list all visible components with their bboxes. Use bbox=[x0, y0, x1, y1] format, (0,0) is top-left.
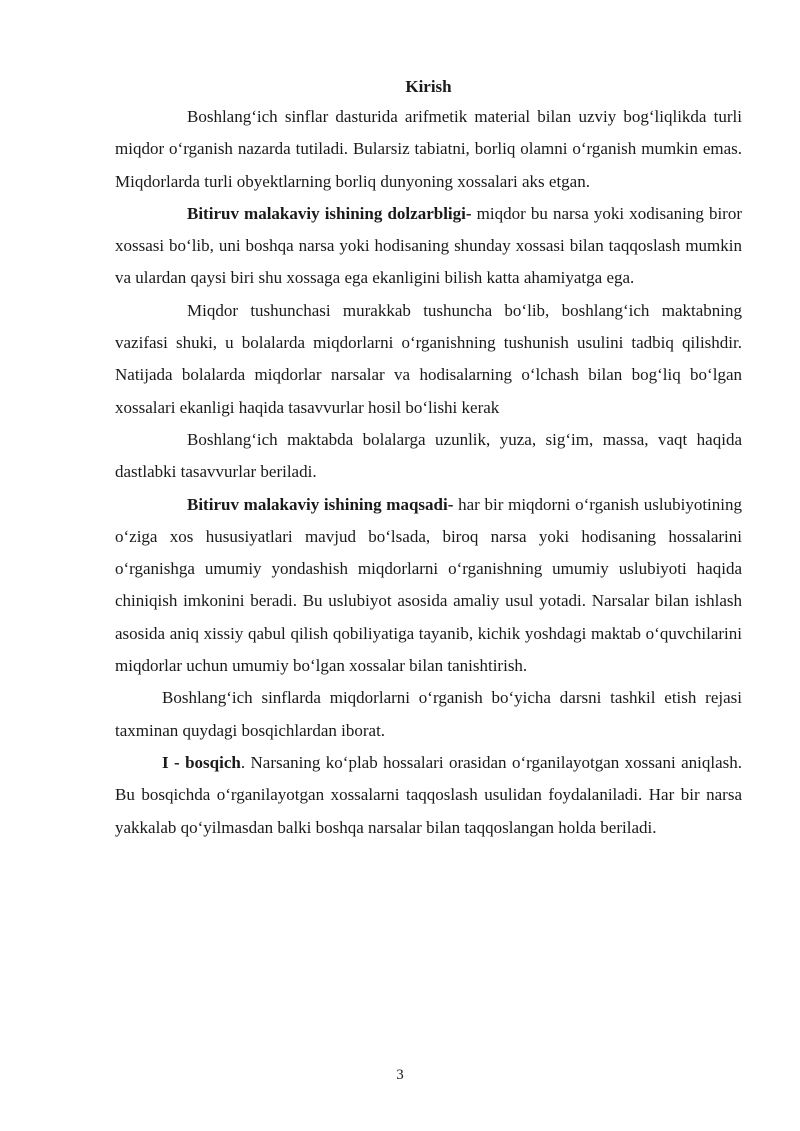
paragraph-plan bbox=[115, 682, 742, 747]
paragraph-intro bbox=[115, 101, 742, 198]
paragraph-stage-one bbox=[115, 747, 742, 844]
page-number: 3 bbox=[396, 1067, 404, 1083]
paragraph-lead: Bitiruv malakaviy ishining maqsadi- bbox=[187, 494, 454, 514]
paragraph-relevance bbox=[115, 198, 742, 295]
paragraph-goal bbox=[115, 489, 742, 683]
paragraph-concept bbox=[115, 295, 742, 424]
paragraph-text: Miqdor tushunchasi murakkab tushuncha bo‘lib, boshlang‘ich maktabning vazifasi shuki, u bolalarda miqdorlarni o‘rganishning tushunish usulini tadbiq qilishdir. Natijada bolalarda miqdorlar narsalar va hodisalarning o‘lchash bilan bog‘liq bo‘lgan xossalari ekanligi haqida tasavvurlar hosil bo‘lishi kerak bbox=[115, 300, 742, 417]
paragraph-text: Boshlang‘ich maktabda bolalarga uzunlik, yuza, sig‘im, massa, vaqt haqida dastlabki tasavvurlar beriladi. bbox=[115, 429, 742, 482]
paragraph-lead: Bitiruv malakaviy ishining dolzarbligi- bbox=[187, 203, 472, 223]
paragraph-text: Boshlang‘ich sinflar dasturida arifmetik material bilan uzviy bog‘liqlikda turli miqdor o‘rganish nazarda tutiladi. Bularsiz tabiatni, borliq olamni o‘rganish mumkin emas. Miqdorlarda turli obyektlarning borliq dunyoning xossalari aks etgan. bbox=[115, 107, 742, 191]
page-title: Kirish bbox=[405, 77, 452, 96]
paragraph-lead: I - bosqich bbox=[162, 752, 241, 772]
paragraph-text: miqdor bu narsa yoki xodisaning biror xossasi bo‘lib, uni boshqa narsa yoki hodisaning shunday xossasi bilan taqqoslash mumkin va ulardan qaysi biri shu xossaga ega ekanligini bilish katta ahamiyatga ega. bbox=[115, 203, 742, 288]
paragraph-primary-school bbox=[115, 424, 742, 489]
paragraph-text: . Narsaning ko‘plab hossalari orasidan o‘rganilayotgan xossani aniqlash. Bu bosqichda o‘rganilayotgan xossalarni taqqoslash usulidan foydalaniladi. Har bir narsa yakkalab qo‘yilmasdan balki boshqa narsalar bilan taqqoslangan holda beriladi. bbox=[115, 752, 742, 837]
paragraph-text: Boshlang‘ich sinflarda miqdorlarni o‘rganish bo‘yicha darsni tashkil etish rejasi taxminan quydagi bosqichlardan iborat. bbox=[115, 688, 742, 740]
paragraph-text: har bir miqdorni o‘rganish uslubiyotining o‘ziga xos hususiyatlari mavjud bo‘lsada, biroq narsa yoki hodisaning hossalarini o‘rganishga umumiy yondashish miqdorlarni o‘rganishning umumiy uslubiyoti haqida chiniqish imkonini beradi. Bu uslubiyot asosida amaliy usul yotadi. Narsalar bilan ishlash asosida aniq xissiy qabul qilish qobiliyatiga tayanib, kichik yoshdagi maktab o‘quvchilarini miqdorlar uchun umumiy bo‘lgan xossalar bilan tanishtirish. bbox=[115, 494, 742, 676]
